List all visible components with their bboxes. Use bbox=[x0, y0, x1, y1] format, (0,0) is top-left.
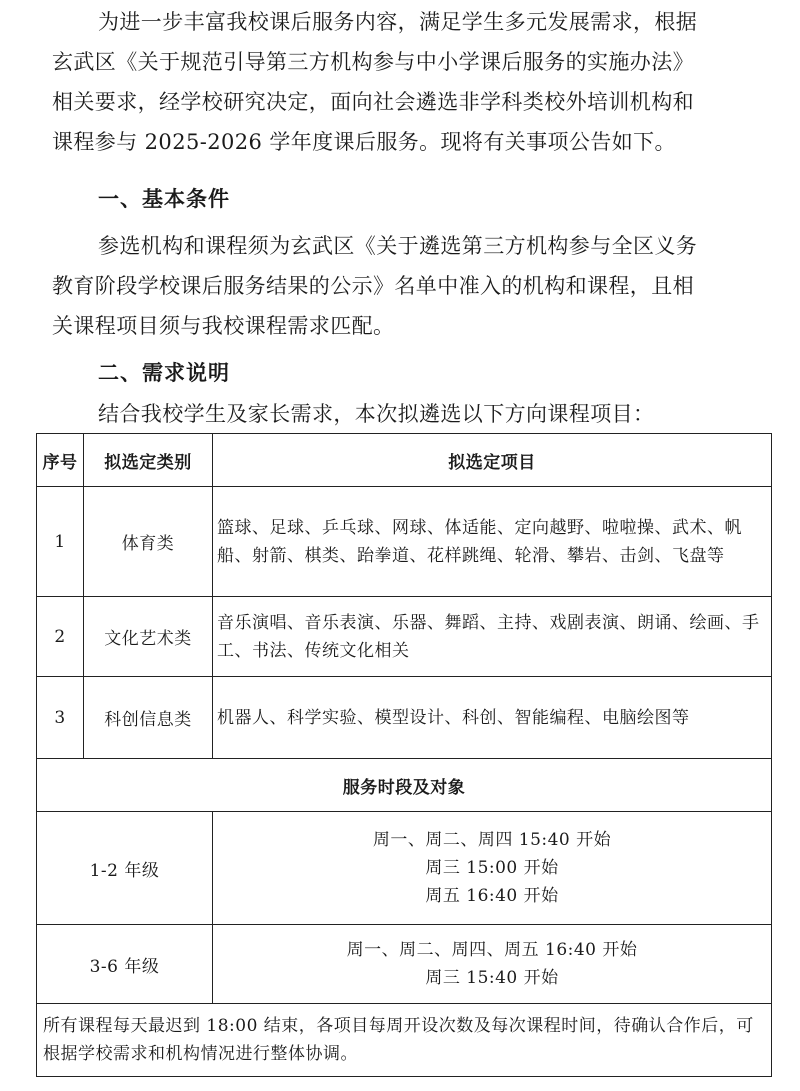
schedule-time: 周五 16:40 开始 bbox=[425, 886, 559, 906]
row-number: 1 bbox=[37, 487, 84, 597]
service-title: 服务时段及对象 bbox=[37, 759, 772, 812]
grade-label: 1-2 年级 bbox=[37, 812, 213, 925]
schedule-time: 周三 15:00 开始 bbox=[425, 858, 559, 878]
schedule-row bbox=[37, 925, 772, 1004]
intro-line: 为进一步丰富我校课后服务内容，满足学生多元发展需求，根据 bbox=[98, 10, 698, 34]
section1-line: 参选机构和课程须为玄武区《关于遴选第三方机构参与全区义务 bbox=[98, 234, 698, 258]
table-row bbox=[37, 487, 772, 597]
section1-line: 教育阶段学校课后服务结果的公示》名单中准入的机构和课程，且相 bbox=[52, 274, 694, 298]
row-items: 音乐演唱、音乐表演、乐器、舞蹈、主持、戏剧表演、朗诵、绘画、手工、书法、传统文化相关 bbox=[213, 597, 772, 677]
table-row bbox=[37, 597, 772, 677]
table-note: 所有课程每天最迟到 18:00 结束，各项目每周开设次数及每次课程时间，待确认合作后，可根据学校需求和机构情况进行整体协调。 bbox=[37, 1004, 772, 1077]
requirements-table bbox=[36, 433, 772, 1077]
schedule-time: 周一、周二、周四、周五 16:40 开始 bbox=[346, 940, 638, 960]
section1-paragraph bbox=[52, 226, 764, 346]
header-category: 拟选定类别 bbox=[84, 434, 213, 487]
schedule-row bbox=[37, 812, 772, 925]
row-items: 机器人、科学实验、模型设计、科创、智能编程、电脑绘图等 bbox=[213, 677, 772, 759]
table-header-row bbox=[37, 434, 772, 487]
intro-line: 课程参与 2025-2026 学年度课后服务。现将有关事项公告如下。 bbox=[52, 130, 676, 154]
section2-intro: 结合我校学生及家长需求，本次拟遴选以下方向课程项目： bbox=[98, 402, 655, 426]
intro-line: 玄武区《关于规范引导第三方机构参与中小学课后服务的实施办法》 bbox=[52, 50, 694, 74]
row-number: 3 bbox=[37, 677, 84, 759]
grade-label: 3-6 年级 bbox=[37, 925, 213, 1004]
note-row bbox=[37, 1004, 772, 1077]
intro-line: 相关要求，经学校研究决定，面向社会遴选非学科类校外培训机构和 bbox=[52, 90, 694, 114]
header-items: 拟选定项目 bbox=[213, 434, 772, 487]
schedule-times bbox=[213, 812, 772, 925]
header-number: 序号 bbox=[37, 434, 84, 487]
schedule-time: 周一、周二、周四 15:40 开始 bbox=[372, 830, 612, 850]
row-number: 2 bbox=[37, 597, 84, 677]
row-category: 文化艺术类 bbox=[84, 597, 213, 677]
section2-heading: 二、需求说明 bbox=[98, 361, 230, 385]
schedule-time: 周三 15:40 开始 bbox=[425, 968, 559, 988]
row-items: 篮球、足球、乒乓球、网球、体适能、定向越野、啦啦操、武术、帆船、射箭、棋类、跆拳道、花样跳绳、轮滑、攀岩、击剑、飞盘等 bbox=[213, 487, 772, 597]
section1-heading: 一、基本条件 bbox=[98, 187, 230, 211]
table-row bbox=[37, 677, 772, 759]
row-category: 体育类 bbox=[84, 487, 213, 597]
schedule-times bbox=[213, 925, 772, 1004]
section1-line: 关课程项目须与我校课程需求匹配。 bbox=[52, 314, 395, 338]
intro-paragraph bbox=[52, 2, 764, 162]
service-title-row bbox=[37, 759, 772, 812]
row-category: 科创信息类 bbox=[84, 677, 213, 759]
